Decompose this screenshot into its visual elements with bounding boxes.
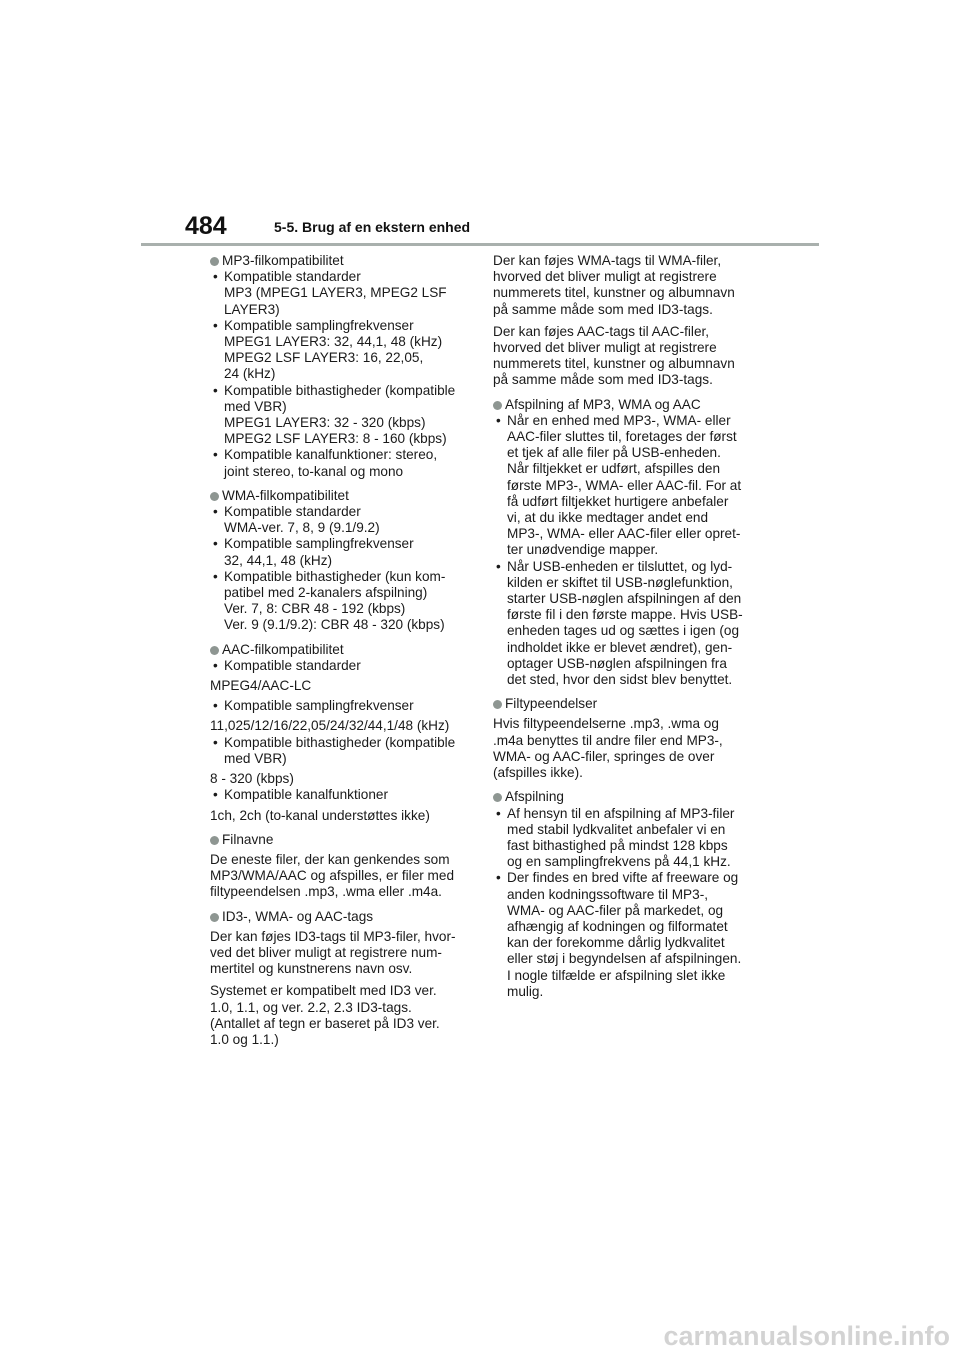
section-filnavne: [210, 832, 472, 901]
text-line: joint stereo, to-kanal og mono: [224, 463, 404, 479]
bullet-icon: •: [496, 805, 501, 821]
header-divider: [141, 243, 819, 246]
text-line: Af hensyn til en afspilning af MP3-filer: [507, 805, 735, 821]
bullet-dot-icon: [210, 836, 219, 845]
section-heading: [210, 642, 472, 658]
list-item: [210, 504, 472, 536]
text-line: afhængig af kodningen og filformatet: [507, 918, 728, 934]
bullet-dot-icon: [210, 913, 219, 922]
bullet-icon: •: [213, 568, 218, 584]
text-line: AAC-filer sluttes til, foretages der først: [507, 429, 737, 445]
heading-text: Filtypeendelser: [505, 696, 598, 712]
text-line: WMA- og AAC-filer, springes de over: [493, 748, 715, 764]
text-line: kilden er skiftet til USB-nøglefunktion,: [507, 574, 733, 590]
text-line: med VBR): [224, 398, 287, 414]
bullet-dot-icon: [493, 700, 502, 709]
text-line: 24 (kHz): [224, 366, 276, 382]
bullet-icon: •: [213, 317, 218, 333]
watermark: carmanualsonline.info: [663, 1321, 950, 1351]
text-line: Kompatible samplingfrekvenser: [224, 317, 414, 333]
text-line: nummerets titel, kunstner og albumnavn: [493, 285, 735, 301]
section-heading: [210, 909, 472, 925]
text-line: Når USB-enheden er tilsluttet, og lyd-: [507, 558, 733, 574]
text-line: MP3/WMA/AAC og afspilles, er filer med: [210, 868, 455, 884]
text-line: MP3-, WMA- eller AAC-filer eller opret-: [507, 526, 741, 542]
section-filtype: [493, 696, 763, 781]
section-heading: [210, 832, 472, 848]
text-line: hvorved det bliver muligt at registrere: [493, 340, 717, 356]
text-line: LAYER3): [224, 301, 280, 317]
text-line: Når en enhed med MP3-, WMA- eller: [507, 412, 731, 428]
text-line: mertitel og kunstnerens navn osv.: [210, 961, 413, 977]
paragraph: 11,025/12/16/22,05/24/32/44,1/48 (kHz): [210, 718, 450, 734]
text-line: MP3 (MPEG1 LAYER3, MPEG2 LSF: [224, 285, 447, 301]
heading-text: MP3-filkompatibilitet: [222, 253, 344, 268]
text-line: Hvis filtypeendelserne .mp3, .wma og: [493, 716, 719, 732]
section-mp3: [210, 253, 472, 480]
text-line: det sted, hvor den sidst blev benyttet.: [507, 672, 733, 688]
text-line: indholdet ikke er blevet ændret), gen-: [507, 639, 733, 655]
text-line: 1.0, 1.1, og ver. 2.2, 2.3 ID3-tags.: [210, 999, 412, 1015]
text-line: MPEG2 LSF LAYER3: 16, 22,05,: [224, 350, 424, 366]
left-column: [210, 253, 472, 1056]
section-tags: [210, 909, 472, 1049]
heading-text: WMA-filkompatibilitet: [222, 487, 349, 503]
list-item: [210, 536, 472, 568]
text-line: Systemet er kompatibelt med ID3 ver.: [210, 983, 437, 999]
text-line: 32, 44,1, 48 (kHz): [224, 552, 333, 568]
heading-text: Afspilning: [505, 789, 564, 805]
text-line: Ver. 9 (9.1/9.2): CBR 48 - 320 (kbps): [224, 617, 445, 633]
bullet-icon: •: [496, 412, 501, 428]
paragraph: MPEG4/AAC-LC: [210, 678, 312, 694]
list-item: [493, 806, 763, 871]
paragraph: [210, 852, 472, 901]
text-line: Når filtjekket er udført, afspilles den: [507, 461, 721, 477]
section-aac: [210, 642, 472, 824]
text-line: 1.0 og 1.1.): [210, 1031, 279, 1047]
bullet-dot-icon: [493, 401, 502, 410]
text-line: Der kan føjes AAC-tags til AAC-filer,: [493, 323, 710, 339]
bullet-icon: •: [213, 536, 218, 552]
heading-text: AAC-filkompatibilitet: [222, 641, 344, 657]
text-line: kan der forekomme dårlig lydkvalitet: [507, 935, 725, 951]
section-heading: [493, 696, 763, 712]
text-line: Kompatible standarder: [224, 657, 361, 673]
text-line: MPEG1 LAYER3: 32 - 320 (kbps): [224, 415, 426, 431]
text-line: anden kodningssoftware til MP3-,: [507, 886, 708, 902]
text-line: Kompatible samplingfrekvenser: [224, 536, 414, 552]
text-line: hvorved det bliver muligt at registrere: [493, 269, 717, 285]
text-line: første MP3-, WMA- eller AAC-fil. For at: [507, 477, 742, 493]
list-item: [493, 413, 763, 559]
text-line: Ver. 7, 8: CBR 48 - 192 (kbps): [224, 601, 406, 617]
text-line: enheden tages ud og sættes i igen (og: [507, 623, 740, 639]
text-line: Kompatible kanalfunktioner: stereo,: [224, 447, 438, 463]
text-line: med VBR): [224, 750, 287, 766]
paragraph: [210, 929, 472, 978]
list-item: [493, 870, 763, 1000]
section-heading: [210, 253, 472, 269]
text-line: MPEG1 LAYER3: 32, 44,1, 48 (kHz): [224, 334, 443, 350]
list-item: [493, 559, 763, 689]
text-line: Kompatible samplingfrekvenser: [224, 698, 414, 714]
text-line: på samme måde som med ID3-tags.: [493, 301, 713, 317]
text-line: Kompatible kanalfunktioner: [224, 787, 388, 803]
bullet-icon: •: [213, 447, 218, 463]
paragraph: [493, 716, 763, 781]
text-line: ter unødvendige mapper.: [507, 542, 659, 558]
bullet-icon: •: [496, 558, 501, 574]
text-line: starter USB-nøglen afspilningen af den: [507, 591, 742, 607]
list-item: [210, 569, 472, 634]
section-heading: [210, 488, 472, 504]
paragraph: [493, 324, 763, 389]
text-line: med stabil lydkvalitet anbefaler vi en: [507, 821, 726, 837]
list-item: [210, 318, 472, 383]
section-afspilning: [493, 789, 763, 1000]
list-item: [210, 447, 472, 479]
text-line: vi, at du ikke medtager andet end: [507, 510, 709, 526]
text-line: få udført filtjekket hurtigere anbefaler: [507, 493, 729, 509]
page-number: 484: [185, 212, 227, 240]
section-afspilning-af: [493, 397, 763, 689]
section-wma: [210, 488, 472, 634]
text-line: Der findes en bred vifte af freeware og: [507, 870, 739, 886]
bullet-dot-icon: [493, 793, 502, 802]
bullet-icon: •: [213, 734, 218, 750]
text-line: .m4a benyttes til andre filer end MP3-,: [493, 732, 723, 748]
text-line: Kompatible bithastigheder (kompatible: [224, 734, 456, 750]
bullet-dot-icon: [210, 257, 219, 266]
text-line: ved det bliver muligt at registrere num-: [210, 944, 442, 960]
bullet-icon: •: [496, 870, 501, 886]
text-line: filtypeendelsen .mp3, .wma eller .m4a.: [210, 884, 442, 900]
text-line: Kompatible standarder: [224, 504, 361, 520]
text-line: De eneste filer, der kan genkendes som: [210, 851, 450, 867]
text-line: Der kan føjes ID3-tags til MP3-filer, hvor-: [210, 928, 456, 944]
paragraph: 8 - 320 (kbps): [210, 771, 294, 787]
text-line: mulig.: [507, 983, 544, 999]
bullet-icon: •: [213, 657, 218, 673]
bullet-dot-icon: [210, 646, 219, 655]
text-line: Kompatible standarder: [224, 269, 361, 285]
text-line: eller støj i begyndelsen af afspilningen.: [507, 951, 742, 967]
text-line: Kompatible bithastigheder (kun kom-: [224, 568, 446, 584]
list-item: [210, 383, 472, 448]
text-line: (Antallet af tegn er baseret på ID3 ver.: [210, 1015, 440, 1031]
text-line: I nogle tilfælde er afspilning slet ikke: [507, 967, 726, 983]
section-heading: [493, 789, 763, 805]
text-line: fast bithastighed på mindst 128 kbps: [507, 837, 728, 853]
text-line: og en samplingfrekvens på 44,1 kHz.: [507, 854, 731, 870]
bullet-icon: •: [213, 504, 218, 520]
bullet-icon: •: [213, 269, 218, 285]
list-item: [210, 698, 472, 714]
paragraph: [210, 983, 472, 1048]
text-line: på samme måde som med ID3-tags.: [493, 372, 713, 388]
paragraph: 1ch, 2ch (to-kanal understøttes ikke): [210, 807, 430, 823]
text-line: WMA- og AAC-filer på markedet, og: [507, 902, 724, 918]
list-item: [210, 787, 472, 803]
text-line: et tjek af alle filer på USB-enheden.: [507, 445, 721, 461]
heading-text: Filnavne: [222, 831, 274, 847]
bullet-icon: •: [213, 698, 218, 714]
list-item: [210, 735, 472, 767]
section-heading: [493, 397, 763, 413]
text-line: Kompatible bithastigheder (kompatible: [224, 382, 456, 398]
bullet-icon: •: [213, 787, 218, 803]
text-line: MPEG2 LSF LAYER3: 8 - 160 (kbps): [224, 431, 447, 447]
text-line: nummerets titel, kunstner og albumnavn: [493, 356, 735, 372]
list-item: [210, 658, 472, 674]
right-column: [493, 253, 763, 1008]
heading-text: ID3-, WMA- og AAC-tags: [222, 908, 374, 924]
paragraph: [493, 253, 763, 318]
text-line: (afspilles ikke).: [493, 765, 583, 781]
text-line: patibel med 2-kanalers afspilning): [224, 585, 428, 601]
text-line: WMA-ver. 7, 8, 9 (9.1/9.2): [224, 520, 380, 536]
bullet-dot-icon: [210, 492, 219, 501]
list-item: [210, 269, 472, 318]
text-line: optager USB-nøglen afspilningen fra: [507, 655, 727, 671]
text-line: første fil i den første mappe. Hvis USB-: [507, 607, 743, 623]
text-line: Der kan føjes WMA-tags til WMA-filer,: [493, 253, 722, 268]
bullet-icon: •: [213, 382, 218, 398]
section-title: 5-5. Brug af en ekstern enhed: [274, 219, 471, 235]
heading-text: Afspilning af MP3, WMA og AAC: [505, 396, 701, 412]
